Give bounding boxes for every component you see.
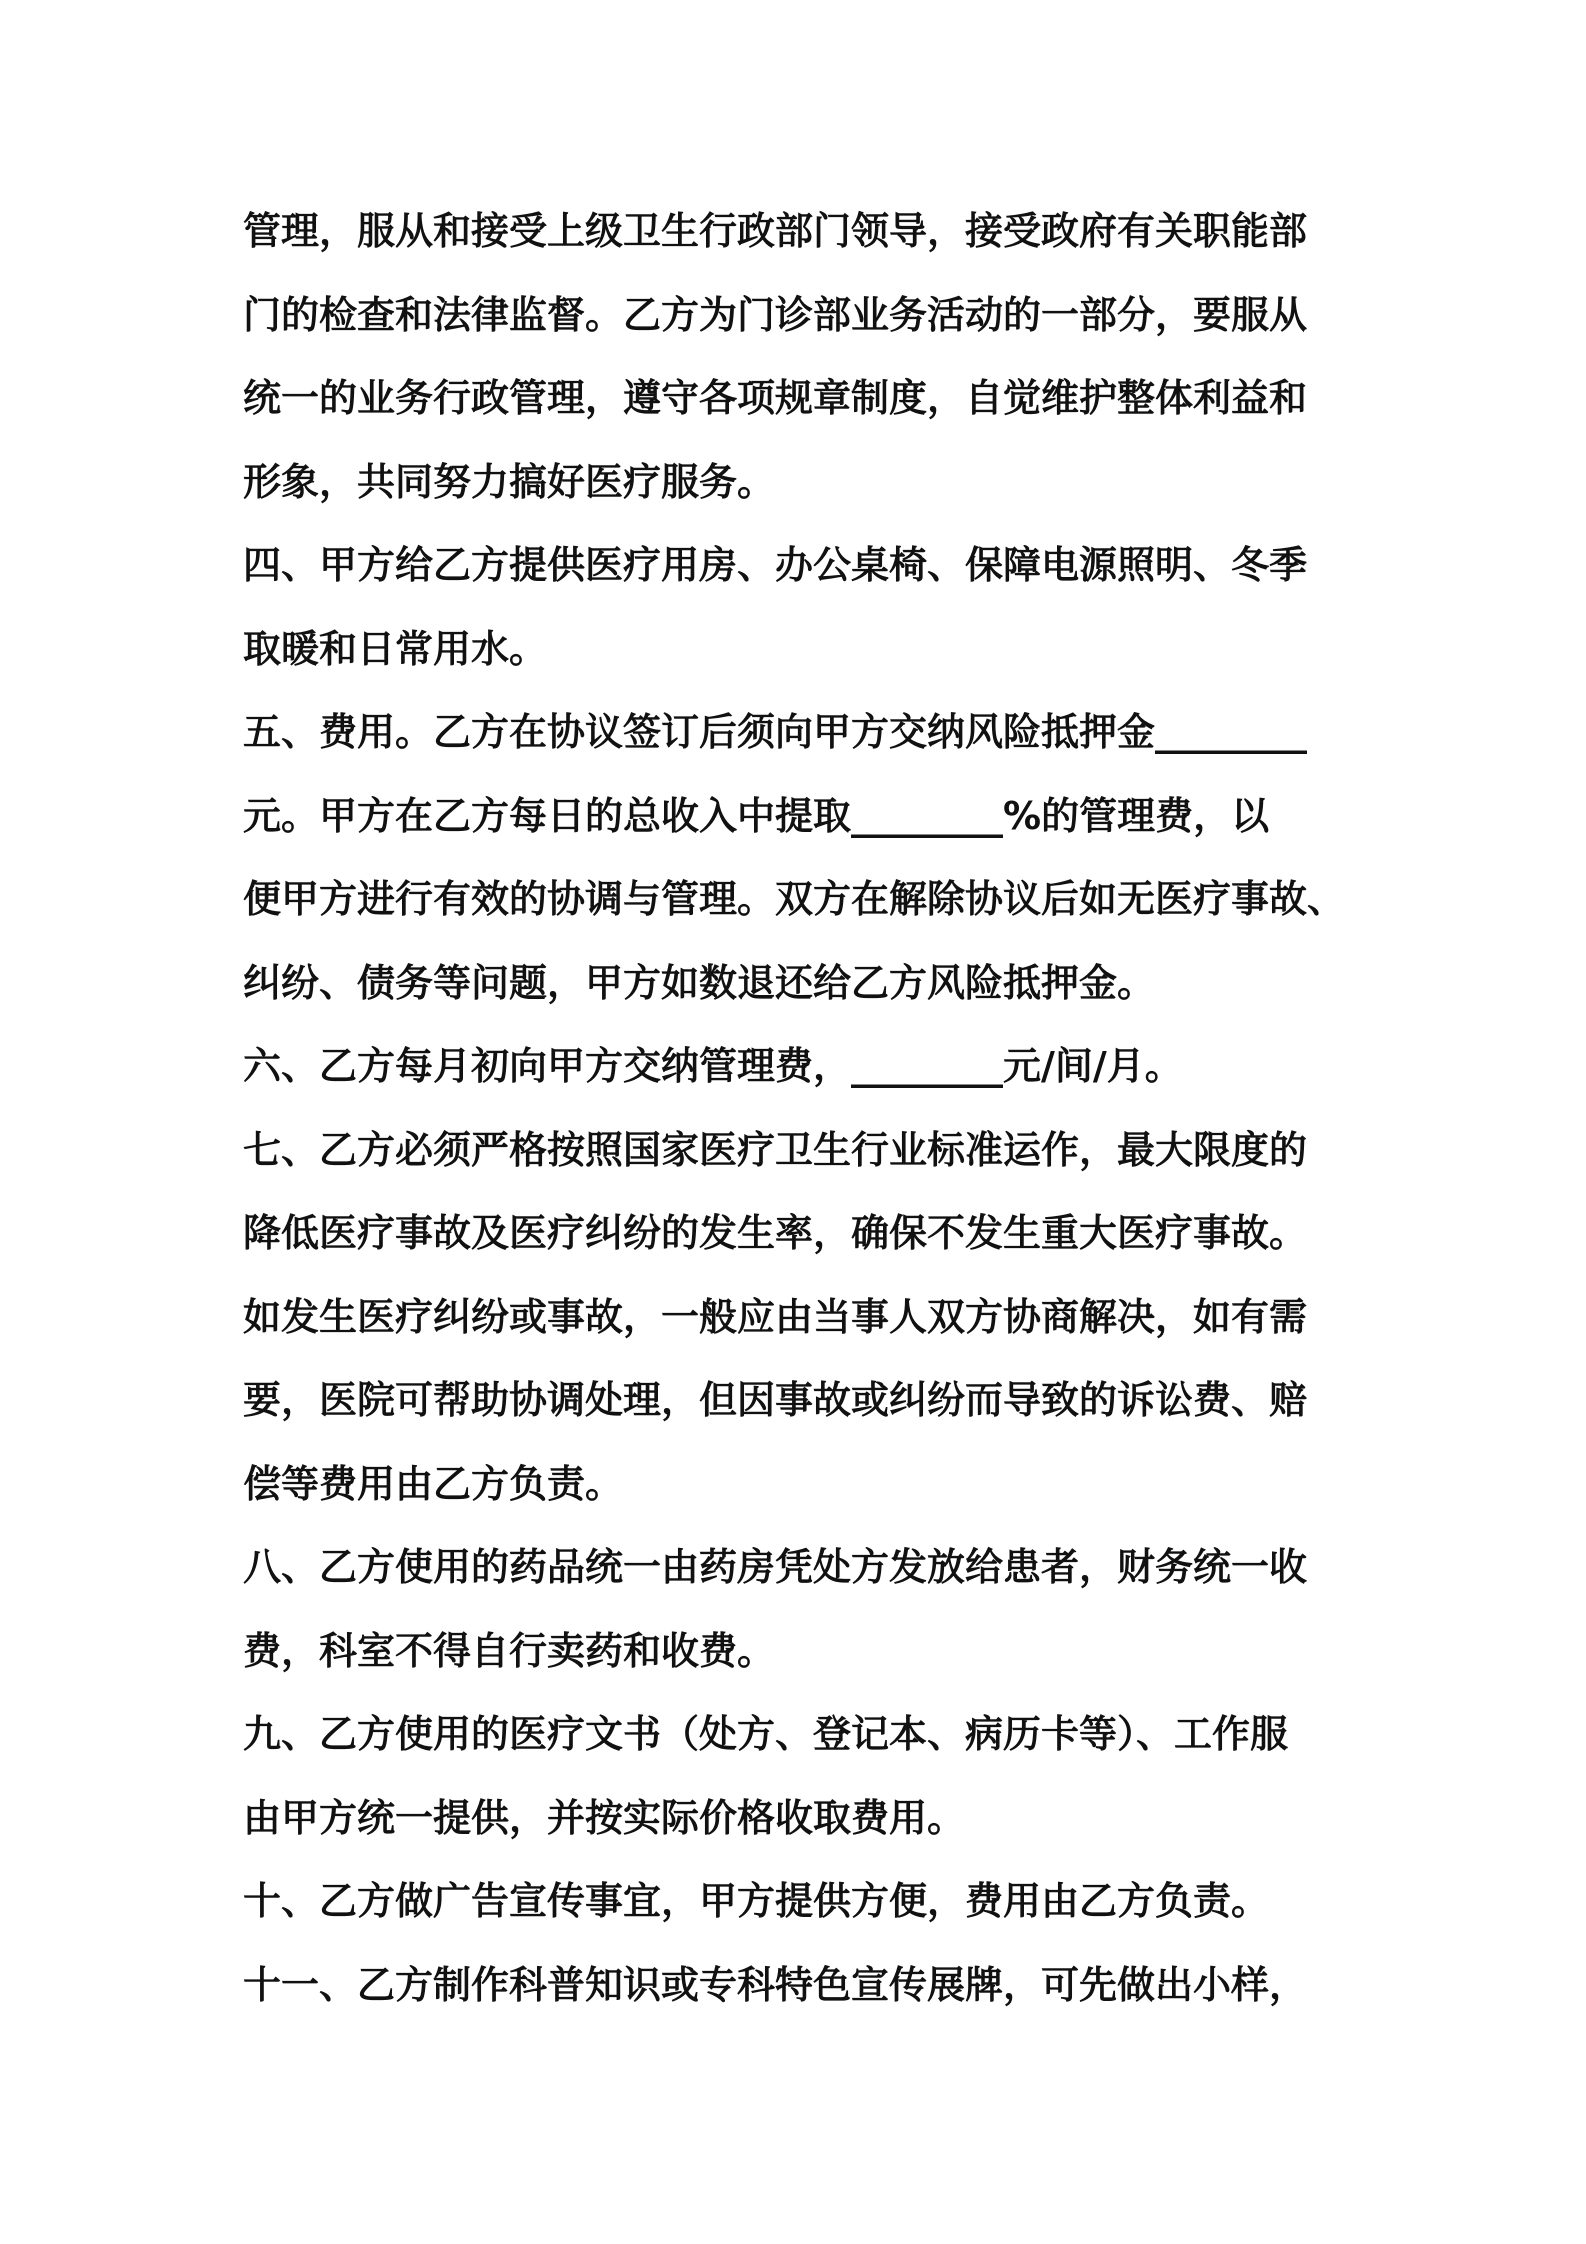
- text-line: 要，医院可帮助协调处理，但因事故或纠纷而导致的诉讼费、赔: [243, 1378, 1308, 1422]
- text-line: 取暖和日常用水。: [243, 626, 548, 671]
- clause-4-line: 四、甲方给乙方提供医疗用房、办公桌椅、保障电源照明、冬季: [243, 543, 1308, 587]
- document-body: [243, 190, 1373, 2027]
- clause-9-line: 九、乙方使用的医疗文书（处方、登记本、病历卡等）、工作服: [243, 1712, 1289, 1756]
- clause-7-line: 七、乙方必须严格按照国家医疗卫生行业标准运作，最大限度的: [243, 1127, 1308, 1172]
- text-line: 便甲方进行有效的协调与管理。双方在解除协议后如无医疗事故、: [243, 877, 1346, 921]
- text-line: 管理，服从和接受上级卫生行政部门领导，接受政府有关职能部: [243, 209, 1308, 253]
- clause-11-line: 十一、乙方制作科普知识或专科特色宣传展牌，可先做出小样，: [243, 1962, 1308, 2007]
- text-line: 由甲方统一提供，并按实际价格收取费用。: [243, 1795, 966, 1840]
- text-line: 元。甲方在乙方每日的总收入中提取________%的管理费，以: [243, 793, 1270, 838]
- text-line: 纠纷、债务等问题，甲方如数退还给乙方风险抵押金。: [243, 960, 1156, 1005]
- text-line: 形象，共同努力搞好医疗服务。: [243, 459, 776, 504]
- text-line: 统一的业务行政管理，遵守各项规章制度，自觉维护整体利益和: [243, 376, 1308, 420]
- clause-5-line: 五、费用。乙方在协议签订后须向甲方交纳风险抵押金________: [243, 710, 1308, 754]
- clause-6-line: 六、乙方每月初向甲方交纳管理费，________元/间/月。: [243, 1044, 1183, 1088]
- text-line: 如发生医疗纠纷或事故，一般应由当事人双方协商解决，如有需: [243, 1294, 1308, 1339]
- text-line: 降低医疗事故及医疗纠纷的发生率，确保不发生重大医疗事故。: [243, 1211, 1308, 1255]
- text-line: 门的检查和法律监督。乙方为门诊部业务活动的一部分，要服从: [243, 292, 1308, 337]
- text-line: 费，科室不得自行卖药和收费。: [243, 1628, 776, 1673]
- clause-10-line: 十、乙方做广告宣传事宜，甲方提供方便，费用由乙方负责。: [243, 1879, 1270, 1923]
- clause-8-line: 八、乙方使用的药品统一由药房凭处方发放给患者，财务统一收: [243, 1545, 1308, 1589]
- text-line: 偿等费用由乙方负责。: [243, 1461, 624, 1506]
